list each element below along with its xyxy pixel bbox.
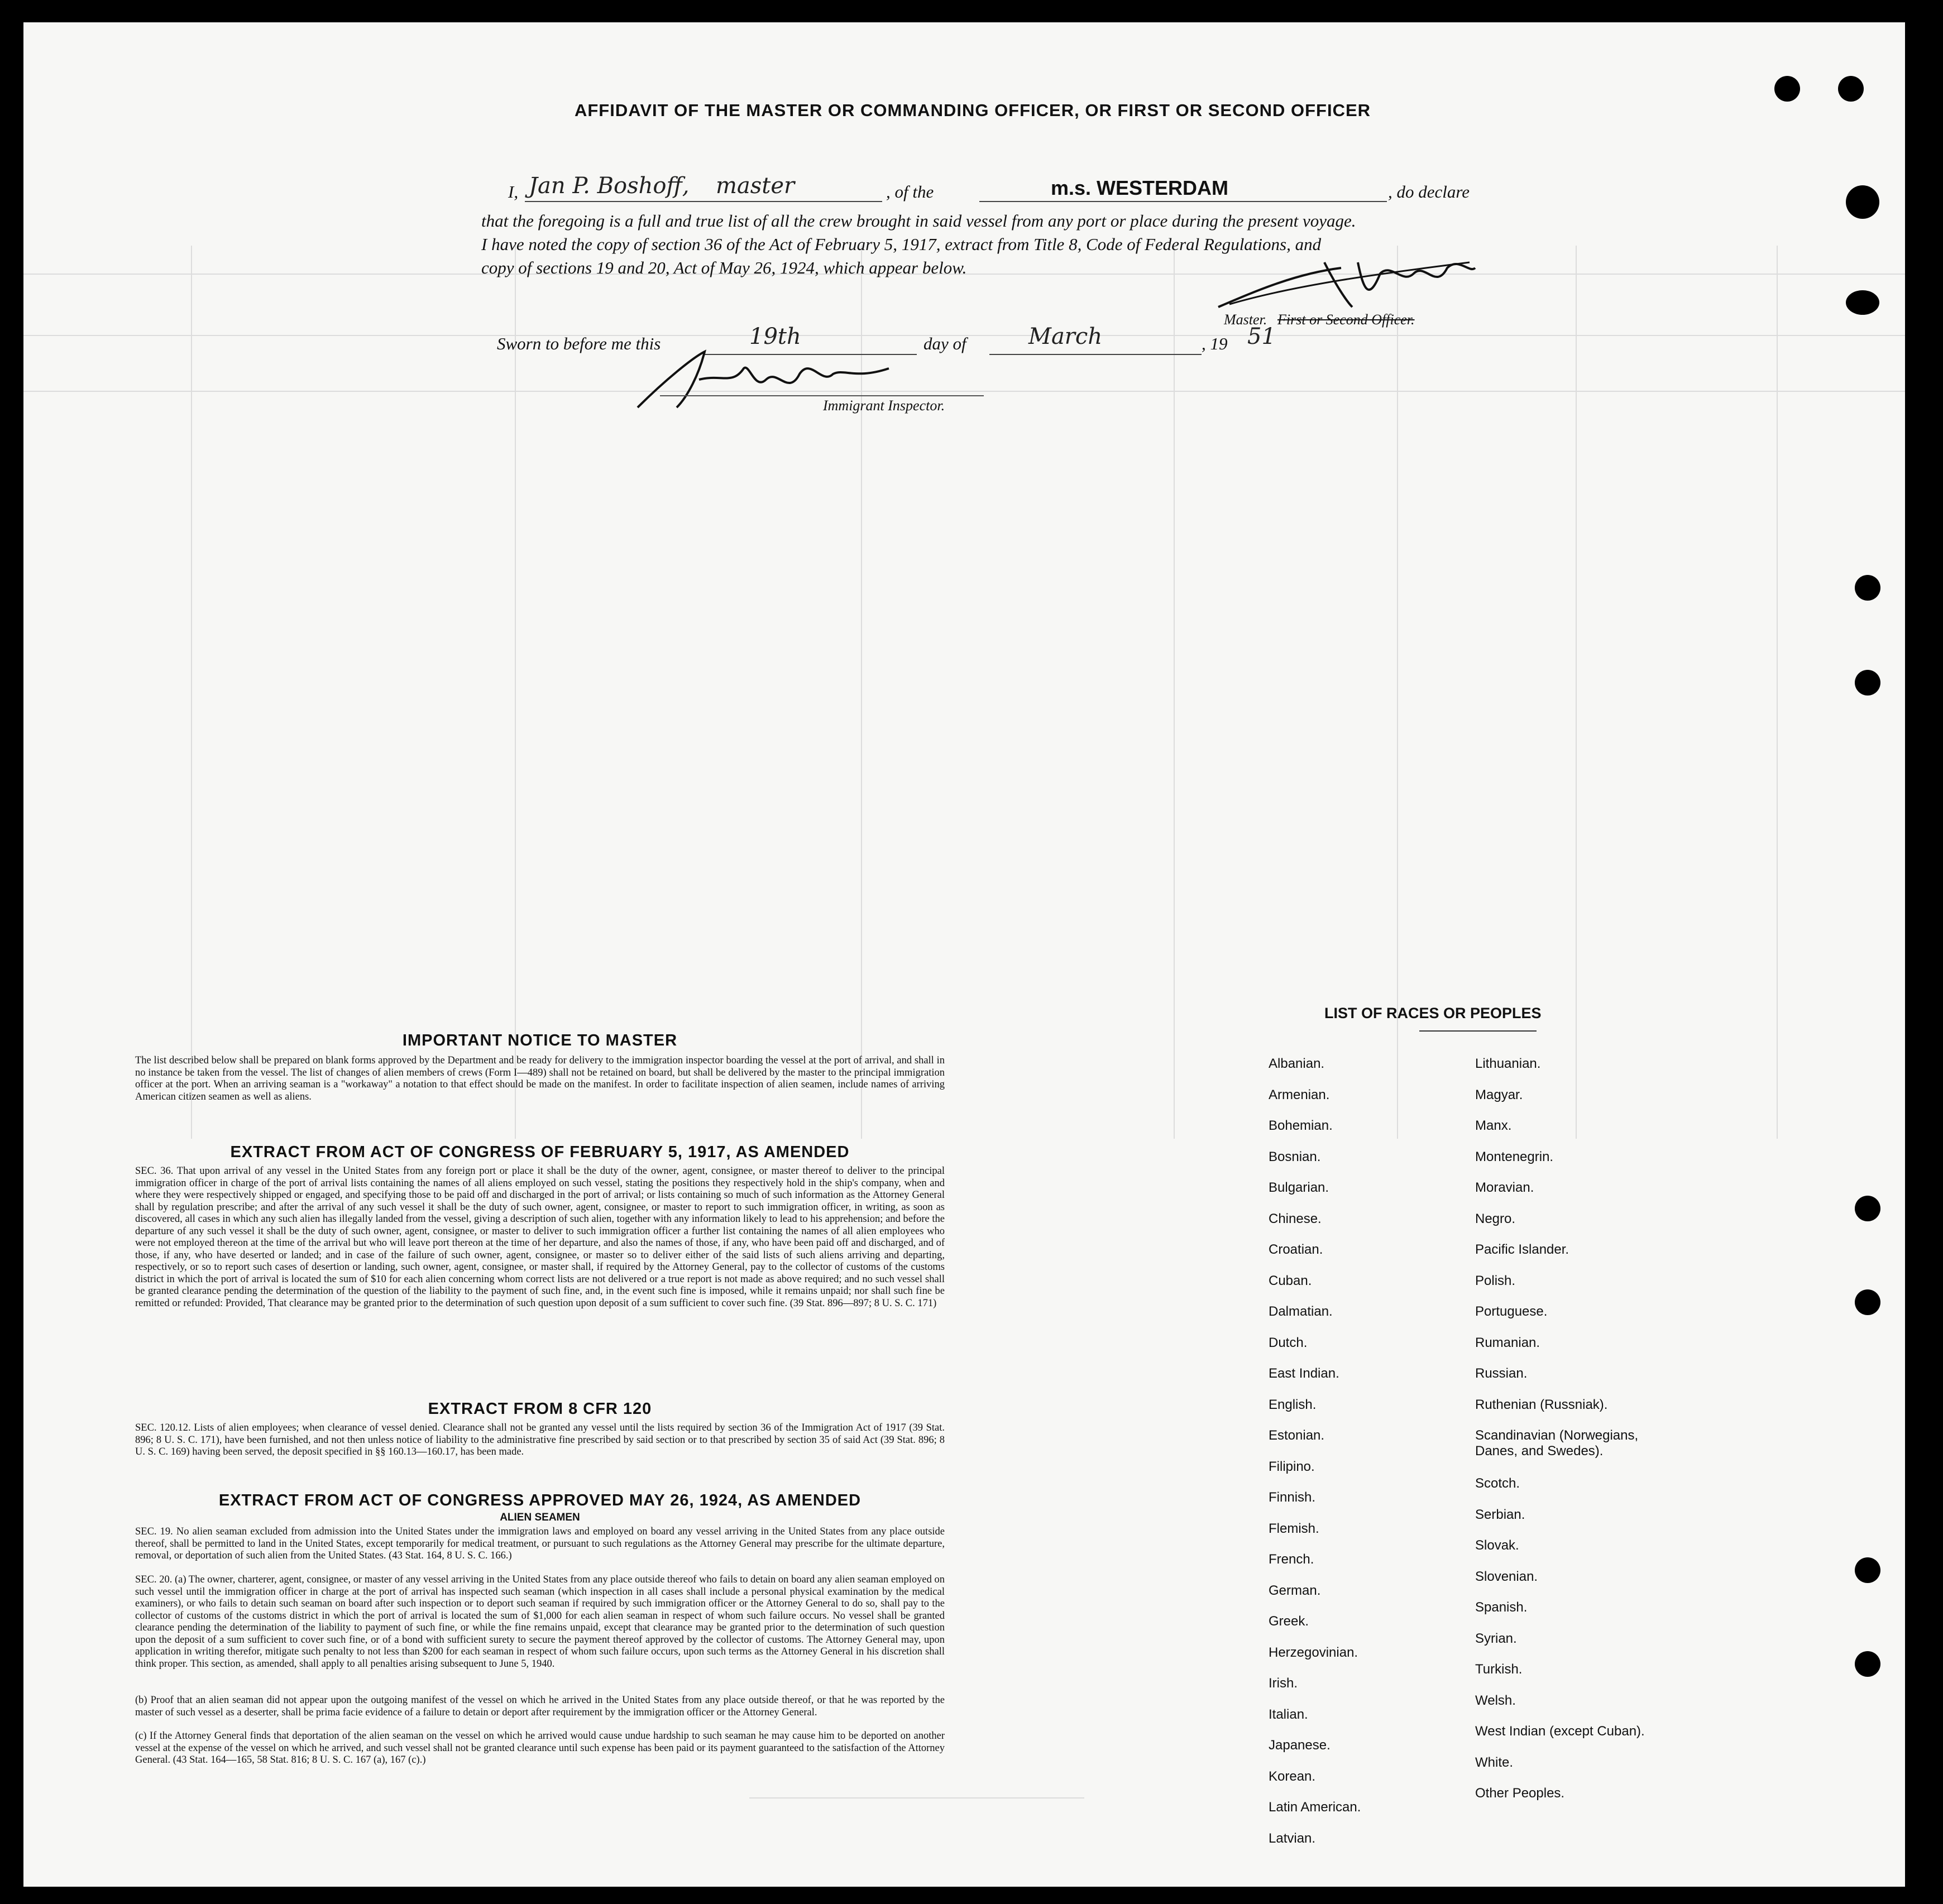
vessel-underline — [979, 201, 1387, 202]
race-item: Bosnian. — [1269, 1149, 1321, 1164]
race-item: Rumanian. — [1475, 1335, 1540, 1350]
affidavit-line1-suffix: , do declare — [1388, 182, 1470, 202]
race-item: Dutch. — [1269, 1335, 1308, 1350]
vessel-name: m.s. WESTERDAM — [1051, 176, 1229, 199]
sworn-prefix: Sworn to before me this — [497, 334, 661, 353]
affidavit-line2: that the foregoing is a full and true list of all the crew brought in said vessel from any port or place during the present voyage. — [481, 211, 1356, 231]
races-title: LIST OF RACES OR PEOPLES — [1324, 1005, 1542, 1021]
race-item: Herzegovinian. — [1269, 1644, 1358, 1660]
race-item: Welsh. — [1475, 1692, 1516, 1708]
year-prefix: , 19 — [1202, 334, 1228, 353]
signature-caption-master: Master. — [1224, 311, 1267, 328]
race-item: Bulgarian. — [1269, 1180, 1329, 1195]
name-underline — [525, 201, 882, 202]
month-underline — [989, 354, 1202, 355]
race-item: Manx. — [1475, 1118, 1512, 1133]
ghost-rule — [749, 1797, 1084, 1799]
punch-hole — [1855, 1651, 1880, 1677]
affidavit-line1-prefix: I, — [508, 182, 519, 202]
race-item: White. — [1475, 1754, 1514, 1770]
punch-hole — [1855, 575, 1880, 601]
punch-hole — [1855, 1196, 1880, 1221]
declarant-name: Jan P. Boshoff, — [529, 173, 690, 199]
punch-hole — [1855, 1557, 1880, 1583]
race-item: Irish. — [1269, 1676, 1298, 1691]
race-item: Russian. — [1475, 1366, 1528, 1381]
race-item: East Indian. — [1269, 1366, 1339, 1381]
race-item: West Indian (except Cuban). — [1475, 1724, 1645, 1739]
ghost-rule — [515, 246, 516, 1139]
race-item: Polish. — [1475, 1273, 1516, 1288]
race-item: Scandinavian (Norwegians, — [1475, 1428, 1639, 1443]
race-item: Latvian. — [1269, 1830, 1316, 1846]
race-item: Spanish. — [1475, 1600, 1528, 1615]
extract-cfr-body: SEC. 120.12. Lists of alien employees; when clearance of vessel denied. Clearance shall not be granted any vessel until the lists required by section 36 of the Immigration Act of 1917 (39 Stat. 896; 8 U. S. C. 171), have been furnished, and not then unless notice of liability to the administrative fine prescribed by said section or to that prescribed by section 35 of said Act (39 Stat. 896; 8 U. S. C. 169) having been served, the deposit specified in §§ 160.13—160.17, has been made. — [135, 1422, 945, 1457]
race-item: Pacific Islander. — [1475, 1242, 1569, 1257]
sworn-year: 51 — [1247, 324, 1276, 349]
race-item: Montenegrin. — [1475, 1149, 1554, 1164]
race-item: Korean. — [1269, 1768, 1316, 1784]
affidavit-line3: I have noted the copy of section 36 of the Act of February 5, 1917, extract from Title 8, Code of Federal Regulations, and — [481, 234, 1322, 254]
race-item: Albanian. — [1269, 1056, 1325, 1071]
race-item: Moravian. — [1475, 1180, 1534, 1195]
race-item: Japanese. — [1269, 1738, 1331, 1753]
race-item: Portuguese. — [1475, 1304, 1548, 1319]
race-item: English. — [1269, 1397, 1317, 1412]
race-item: Slovak. — [1475, 1538, 1519, 1553]
race-item: Lithuanian. — [1475, 1056, 1541, 1071]
race-item: Dalmatian. — [1269, 1304, 1333, 1319]
race-item: Bohemian. — [1269, 1118, 1333, 1133]
race-item: Other Peoples. — [1475, 1786, 1565, 1801]
race-item: Magyar. — [1475, 1087, 1523, 1102]
ghost-rule — [1777, 246, 1778, 1139]
race-item: Slovenian. — [1475, 1569, 1538, 1584]
punch-hole — [1846, 290, 1879, 315]
punch-hole — [1774, 76, 1800, 102]
ghost-rule — [191, 246, 192, 1139]
race-item: Ruthenian (Russniak). — [1475, 1397, 1608, 1412]
signature-caption-struck: First or Second Officer. — [1277, 311, 1415, 328]
punch-hole — [1855, 670, 1880, 696]
sworn-day: 19th — [749, 324, 801, 349]
punch-hole — [1855, 1289, 1880, 1315]
race-item: Cuban. — [1269, 1273, 1312, 1288]
race-item: Negro. — [1475, 1211, 1516, 1226]
extract-cfr-title: EXTRACT FROM 8 CFR 120 — [428, 1400, 652, 1418]
race-item: Finnish. — [1269, 1490, 1316, 1505]
extract-1924-sec20: SEC. 20. (a) The owner, charterer, agent, consignee, or master of any vessel arriving in the United States from any place outside thereof who fails to detain on board any alien seaman employed on such vessel until the immigration officer in charge at the port of arrival has inspected such seaman (which inspection in all cases shall include a personal physical examination by the medical examiners), or who fails to detain such seaman on board after such inspection or to deport such seaman if required by such immigration officer or the Attorney General to do so, shall pay to the collector of customs of the customs district in which the port of arrival is located the sum of $1,000 for each alien seaman in respect of whom such failure occurs. No vessel shall be granted clearance pending the determination of the liability to payment of such fine, or while the fine remains unpaid, except that clearance may be granted prior to the determination of such question upon the deposit of a sum sufficient to cover such fine, or of a bond with sufficient surety to secure the payment thereof approved by the collector of customs. The Attorney General may, upon application in writing therefor, mitigate such penalty to not less than $200 for each seaman in respect of whom such failure occurs, upon such terms as the Attorney General in his discretion shall think proper. This section, as amended, shall apply to all penalties arising subsequent to June 5, 1940. — [135, 1574, 945, 1670]
ghost-rule — [1174, 246, 1175, 1139]
master-signature — [1213, 251, 1481, 318]
punch-hole — [1846, 185, 1879, 219]
punch-hole — [1838, 76, 1864, 102]
race-item: Filipino. — [1269, 1459, 1315, 1474]
race-item: Chinese. — [1269, 1211, 1322, 1226]
extract-1924-title: EXTRACT FROM ACT OF CONGRESS APPROVED MAY 26, 1924, AS AMENDED — [218, 1491, 862, 1509]
declarant-title: master — [716, 173, 795, 199]
races-underline — [1419, 1030, 1537, 1032]
race-item: Latin American. — [1269, 1800, 1361, 1815]
ghost-rule — [1576, 246, 1577, 1139]
affidavit-title: AFFIDAVIT OF THE MASTER OR COMMANDING OFFICER, OR FIRST OR SECOND OFFICER — [574, 100, 1371, 120]
race-item: Turkish. — [1475, 1662, 1523, 1677]
manifest-page — [23, 22, 1905, 1887]
ghost-rule — [23, 391, 1905, 392]
race-item: Croatian. — [1269, 1242, 1323, 1257]
extract-1924-subtitle: ALIEN SEAMEN — [500, 1512, 580, 1523]
notice-body: The list described below shall be prepared on blank forms approved by the Department and be ready for delivery to the immigration inspector boarding the vessel at the port of arrival, and shall in no instance be taken from the vessel. The list of changes of alien members of crews (Form I—489) shall not be retained on board, but shall be delivered by the master to the principal immigration officer at the port. When an arriving seaman is a "workaway" a notation to that effect should be made on the manifest. In order to facilitate inspection of alien seamen, include names of arriving American citizen seamen as well as aliens. — [135, 1055, 945, 1102]
race-item: German. — [1269, 1582, 1321, 1598]
day-of-label: day of — [923, 334, 966, 353]
affidavit-line1-mid: , of the — [886, 182, 934, 202]
race-item: Syrian. — [1475, 1630, 1517, 1646]
race-item: Italian. — [1269, 1706, 1308, 1722]
notice-title: IMPORTANT NOTICE TO MASTER — [402, 1032, 678, 1049]
inspector-caption: Immigrant Inspector. — [823, 397, 945, 414]
race-item: Estonian. — [1269, 1428, 1325, 1443]
extract-1917-title: EXTRACT FROM ACT OF CONGRESS OF FEBRUARY 5, 1917, AS AMENDED — [230, 1143, 850, 1161]
race-item: Flemish. — [1269, 1521, 1319, 1536]
race-item: Serbian. — [1475, 1507, 1525, 1522]
race-item: French. — [1269, 1552, 1314, 1567]
affidavit-line4: copy of sections 19 and 20, Act of May 26, 1924, which appear below. — [481, 258, 967, 277]
race-item: Greek. — [1269, 1614, 1309, 1629]
inspector-underline — [660, 395, 984, 396]
extract-1924-sec20b: (b) Proof that an alien seaman did not appear upon the outgoing manifest of the vessel on which he arrived in the United States from any place outside thereof, or that he was reported by the master of such vessel as a deserter, shall be prima facie evidence of a failure to detain or deport after requirement by the immigration officer or the Attorney General. — [135, 1695, 945, 1718]
race-item: Scotch. — [1475, 1476, 1520, 1491]
race-item: Armenian. — [1269, 1087, 1330, 1102]
sworn-month: March — [1028, 324, 1103, 349]
extract-1917-body: SEC. 36. That upon arrival of any vessel in the United States from any foreign port or place it shall be the duty of the owner, agent, consignee, or master thereof to deliver to the principal immigration officer in charge of the port of arrival lists containing the names of all aliens employed on such vessel, stating the positions they respectively hold in the ship's company, when and where they were respectively shipped or engaged, and specifying those to be paid off and discharged in the port of arrival; or lists containing so much of such information as the Attorney General shall by regulation prescribe; and after the arrival of any such vessel it shall be the duty of such owner, agent, consignee, or master to report to such immigration officer, in writing, as soon as discovered, all cases in which any such alien has illegally landed from the vessel, giving a description of such alien, together with any information likely to lead to his apprehension; and before the departure of any such vessel it shall be the duty of such owner, agent, consignee, or master to deliver to such immigration officer a further list containing the names of all alien employees who were not employed thereon at the time of the arrival but who will leave port thereon at the time of her departure, and also the names of those, if any, who have been paid off and discharged, and of those, if any, who have deserted or landed; and in case of the failure of such owner, agent, consignee, or master so to deliver either of the said lists of such aliens arriving and departing, respectively, or so to report such cases of desertion or landing, such owner, agent, consignee, or master shall, if required by the Attorney General, pay to the collector of customs of the customs district in which the port of arrival is located the sum of $10 for each alien concerning whom correct lists are not delivered or a true report is not made as above required; and no such vessel shall be granted clearance pending the determination of the question of the liability to the payment of such fine, and, in the event such fine is imposed, while it remains unpaid; nor shall such fine be remitted or refunded: Provided, That clearance may be granted prior to the determination of such question upon deposit of a sum sufficient to cover such fine. (39 Stat. 896—897; 8 U. S. C. 171) — [135, 1166, 945, 1309]
extract-1924-sec19: SEC. 19. No alien seaman excluded from admission into the United States under the immigration laws and employed on board any vessel arriving in the United States from any place outside thereof, shall be permitted to land in the United States, except temporarily for medical treatment, or pursuant to such regulations as the Attorney General may prescribe for the ultimate departure, removal, or deportation of such alien from the United States. (43 Stat. 164, 8 U. S. C. 166.) — [135, 1526, 945, 1561]
race-item: Danes, and Swedes). — [1475, 1443, 1604, 1459]
extract-1924-sec20c: (c) If the Attorney General finds that deportation of the alien seaman on the vessel on which he arrived would cause undue hardship to such seaman he may cause him to be deported on another vessel at the expense of the vessel on which he arrived, and such vessel shall not be granted clearance until such expense has been paid or its payment guaranteed to the satisfaction of the Attorney General. (43 Stat. 164—165, 58 Stat. 816; 8 U. S. C. 167 (a), 167 (c).) — [135, 1730, 945, 1766]
